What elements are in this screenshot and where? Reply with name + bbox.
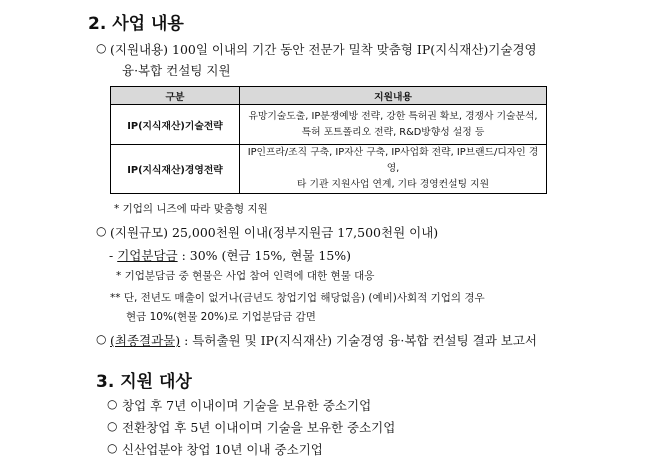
circle-bullet-icon: ○	[96, 224, 107, 238]
note-2-line-2: 현금 10%(현물 20%)로 기업분담금 감면	[126, 311, 316, 323]
company-share-text: : 30% (현금 15%, 현물 15%)	[177, 248, 352, 263]
circle-bullet-icon: ○	[96, 332, 107, 346]
table-row	[111, 105, 547, 145]
table-row-label: IP(지식재산)경영전략	[111, 145, 240, 194]
table-row-content-line: IP인프라/조직 구축, IP자산 구축, IP사업화 전략, IP브랜드/디자인 경영,	[247, 147, 539, 174]
circle-bullet-icon: ○	[96, 41, 107, 55]
dash-marker: -	[109, 248, 114, 263]
table-row-content	[240, 145, 547, 194]
final-deliverable-label: (최종결과물)	[110, 333, 181, 348]
target-item: 전환창업 후 5년 이내이며 기술을 보유한 중소기업	[122, 420, 396, 435]
table-row-content-line: 특허 포트폴리오 전략, R&D방향성 설정 등	[301, 126, 485, 138]
support-content-line-2: 융·복합 컨설팅 지원	[122, 63, 231, 78]
table-row-label: IP(지식재산)기술전략	[111, 105, 240, 145]
circle-bullet-icon: ○	[107, 441, 118, 455]
target-item: 창업 후 7년 이내이며 기술을 보유한 중소기업	[122, 398, 372, 413]
table-header-category: 구분	[111, 87, 240, 105]
table-header-content: 지원내용	[240, 87, 547, 105]
final-deliverable-text: : 특허출원 및 IP(지식재산) 기술경영 융·복합 컨설팅 결과 보고서	[180, 333, 537, 348]
table-row	[111, 145, 547, 194]
table-row-content-line: 타 기관 지원사업 연계, 기타 경영컨설팅 지원	[296, 179, 490, 190]
section-2-heading: 2. 사업 내용	[88, 14, 184, 34]
support-scale-text: (지원규모) 25,000천원 이내(정부지원금 17,500천원 이내)	[110, 225, 439, 240]
company-share-label: 기업분담금	[117, 248, 178, 263]
circle-bullet-icon: ○	[107, 397, 118, 411]
final-deliverable	[110, 331, 537, 349]
support-content-table	[110, 86, 547, 194]
sub-item	[109, 246, 351, 264]
support-content-line-1: (지원내용) 100일 이내의 기간 동안 전문가 밀착 맞춤형 IP(지식재산)기술경영	[110, 42, 537, 57]
table-header-row	[111, 87, 547, 105]
note-2-line-1: ** 단, 전년도 매출이 없거나(금년도 창업기업 해당없음) (예비)사회적 기업의 경우	[110, 292, 485, 304]
table-footnote: * 기업의 니즈에 따라 맞춤형 지원	[114, 203, 268, 215]
circle-bullet-icon: ○	[107, 419, 118, 433]
section-3-heading: 3. 지원 대상	[96, 372, 192, 392]
note-1: * 기업분담금 중 현물은 사업 참여 인력에 대한 현물 대응	[116, 270, 375, 282]
table-row-content	[240, 105, 547, 145]
table-row-content-line: 유망기술도출, IP분쟁예방 전략, 강한 특허권 확보, 경쟁사 기술분석,	[248, 110, 538, 122]
target-item: 신산업분야 창업 10년 이내 중소기업	[122, 442, 323, 457]
